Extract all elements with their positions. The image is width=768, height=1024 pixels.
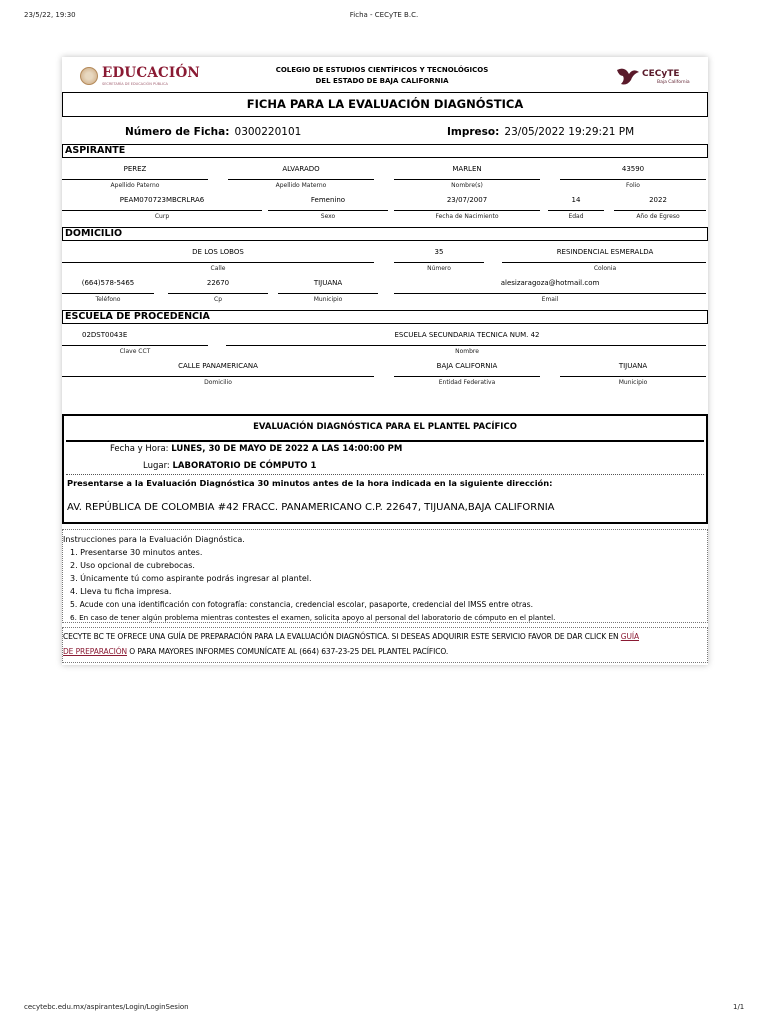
- fecha-hora-label: Fecha y Hora:: [110, 444, 169, 454]
- escuela-municipio-value: TIJUANA: [618, 362, 648, 370]
- impreso-label: Impreso:: [447, 126, 500, 138]
- fecha-hora-value: LUNES, 30 DE MAYO DE 2022 A LAS 14:00:00 PM: [171, 444, 403, 454]
- cecyte-logo: [615, 65, 695, 91]
- section-aspirante: ASPIRANTE: [62, 144, 708, 158]
- apellido-materno-value: ALVARADO: [282, 165, 320, 173]
- instruccion-item-2: 2. Uso opcional de cubrebocas.: [70, 561, 195, 570]
- apellido-materno-caption: Apellido Materno: [275, 182, 327, 189]
- ficha-document: [62, 57, 708, 665]
- print-url: cecytebc.edu.mx/aspirantes/Login/LoginSesion: [24, 1003, 189, 1011]
- instrucciones-box: [62, 529, 708, 623]
- colonia-value: RESINDENCIAL ESMERALDA: [556, 248, 654, 256]
- lugar-value: LABORATORIO DE CÓMPUTO 1: [172, 461, 317, 471]
- instruccion-item-4: 4. Lleva tu ficha impresa.: [70, 587, 172, 596]
- sexo-caption: Sexo: [320, 213, 336, 220]
- email-caption: Email: [541, 296, 559, 303]
- guia-link-continued[interactable]: DE PREPARACIÓN: [63, 647, 128, 656]
- municipio-caption: Municipio: [313, 296, 343, 303]
- cp-value: 22670: [206, 279, 230, 287]
- edad-caption: Edad: [568, 213, 584, 220]
- anio-egreso-value: 2022: [649, 196, 667, 204]
- section-domicilio: DOMICILIO: [62, 227, 708, 241]
- telefono-caption: Teléfono: [95, 296, 121, 303]
- sexo-value: Femenino: [310, 196, 346, 204]
- fecha-nacimiento-caption: Fecha de Nacimiento: [435, 213, 499, 220]
- nombre-caption: Nombre(s): [451, 182, 483, 189]
- edad-value: 14: [571, 196, 581, 204]
- educacion-logo-sub: SECRETARÍA DE EDUCACIÓN PÚBLICA: [102, 82, 168, 86]
- instruccion-item-6: 6. En caso de tener algún problema mientras contestes el examen, solicita apoyo al personal del laboratorio de cómputo en el plantel.: [70, 613, 556, 622]
- numero-caption: Número: [427, 265, 451, 272]
- folio-value: 43590: [621, 165, 645, 173]
- colonia-caption: Colonia: [593, 265, 617, 272]
- educacion-logo: [80, 65, 200, 87]
- instrucciones-title: Instrucciones para la Evaluación Diagnóstica.: [63, 535, 245, 544]
- numero-ficha-label: Número de Ficha:: [125, 126, 230, 138]
- escuela-domicilio-caption: Domicilio: [204, 379, 232, 386]
- section-escuela: ESCUELA DE PROCEDENCIA: [62, 310, 708, 324]
- guia-link[interactable]: GUÍA: [620, 632, 640, 641]
- telefono-value: (664)578-5465: [81, 279, 135, 287]
- impreso: [447, 120, 634, 139]
- evaluacion-direccion: AV. REPÚBLICA DE COLOMBIA #42 FRACC. PANAMERICANO C.P. 22647, TIJUANA,BAJA CALIFORNIA: [67, 502, 555, 513]
- evaluacion-box: [62, 414, 708, 524]
- numero-ficha-value: 0300220101: [234, 126, 302, 138]
- cp-caption: Cp: [214, 296, 222, 303]
- clave-cct-value: 02DST0043E: [82, 331, 128, 339]
- escuela-municipio-caption: Municipio: [618, 379, 648, 386]
- entidad-caption: Entidad Federativa: [438, 379, 496, 386]
- fecha-hora: [110, 444, 402, 454]
- curp-value: PEAM070723MBCRLRA6: [119, 196, 205, 204]
- mexico-seal-icon: [80, 67, 98, 85]
- cecyte-bird-icon: [615, 66, 641, 88]
- clave-cct-caption: Clave CCT: [119, 348, 151, 355]
- instruccion-item-3: 3. Únicamente tú como aspirante podrás ingresar al plantel.: [70, 574, 312, 583]
- impreso-value: 23/05/2022 19:29:21 PM: [504, 126, 635, 138]
- educacion-logo-text: EDUCACIÓN: [102, 65, 200, 81]
- nombre-value: MARLEN: [452, 165, 482, 173]
- document-title: FICHA PARA LA EVALUACIÓN DIAGNÓSTICA: [62, 92, 708, 117]
- escuela-nombre-caption: Nombre: [455, 348, 479, 355]
- folio-caption: Folio: [626, 182, 640, 189]
- email-value: alesizaragoza@hotmail.com: [500, 279, 600, 287]
- instruccion-item-1: 1. Presentarse 30 minutos antes.: [70, 548, 203, 557]
- print-page-number: 1/1: [733, 1003, 745, 1011]
- guia-text-2: O PARA MAYORES INFORMES COMUNÍCATE AL (664) 637-23-25 DEL PLANTEL PACÍFICO.: [127, 647, 449, 656]
- apellido-paterno-caption: Apellido Paterno: [110, 182, 160, 189]
- calle-value: DE LOS LOBOS: [192, 248, 244, 256]
- anio-egreso-caption: Año de Egreso: [636, 213, 680, 220]
- municipio-value: TIJUANA: [313, 279, 343, 287]
- evaluacion-title: EVALUACIÓN DIAGNÓSTICA PARA EL PLANTEL PACÍFICO: [253, 422, 517, 432]
- print-page-title: Ficha - CECyTE B.C.: [349, 11, 419, 19]
- print-datetime: 23/5/22, 19:30: [24, 11, 76, 19]
- guia-box: [62, 627, 708, 663]
- college-name-line1: COLEGIO DE ESTUDIOS CIENTÍFICOS Y TECNOLÓGICOS: [275, 66, 489, 74]
- college-name-line2: DEL ESTADO DE BAJA CALIFORNIA: [315, 77, 449, 85]
- lugar: [143, 461, 316, 471]
- numero-value: 35: [434, 248, 444, 256]
- apellido-paterno-value: PEREZ: [123, 165, 147, 173]
- entidad-value: BAJA CALIFORNIA: [436, 362, 498, 370]
- lugar-label: Lugar:: [143, 461, 170, 471]
- escuela-nombre-value: ESCUELA SECUNDARIA TECNICA NUM. 42: [394, 331, 540, 339]
- curp-caption: Curp: [154, 213, 170, 220]
- cecyte-logo-text: CECyTE: [642, 69, 680, 79]
- evaluacion-aviso: Presentarse a la Evaluación Diagnóstica 30 minutos antes de la hora indicada en la siguiente dirección:: [67, 478, 553, 488]
- instruccion-item-5: 5. Acude con una identificación con fotografía: constancia, credencial escolar, pasaporte, credencial del IMSS entre otras.: [70, 600, 534, 609]
- guia-text-1: CECYTE BC TE OFRECE UNA GUÍA DE PREPARACIÓN PARA LA EVALUACIÓN DIAGNÓSTICA. SI DESEAS ADQUIRIR ESTE SERVICIO FAVOR DE DAR CLICK EN: [63, 632, 621, 641]
- escuela-domicilio-value: CALLE PANAMERICANA: [178, 362, 258, 370]
- calle-caption: Calle: [210, 265, 226, 272]
- fecha-nacimiento-value: 23/07/2007: [446, 196, 488, 204]
- cecyte-logo-sub: Baja California: [657, 80, 690, 85]
- numero-ficha: [125, 120, 301, 139]
